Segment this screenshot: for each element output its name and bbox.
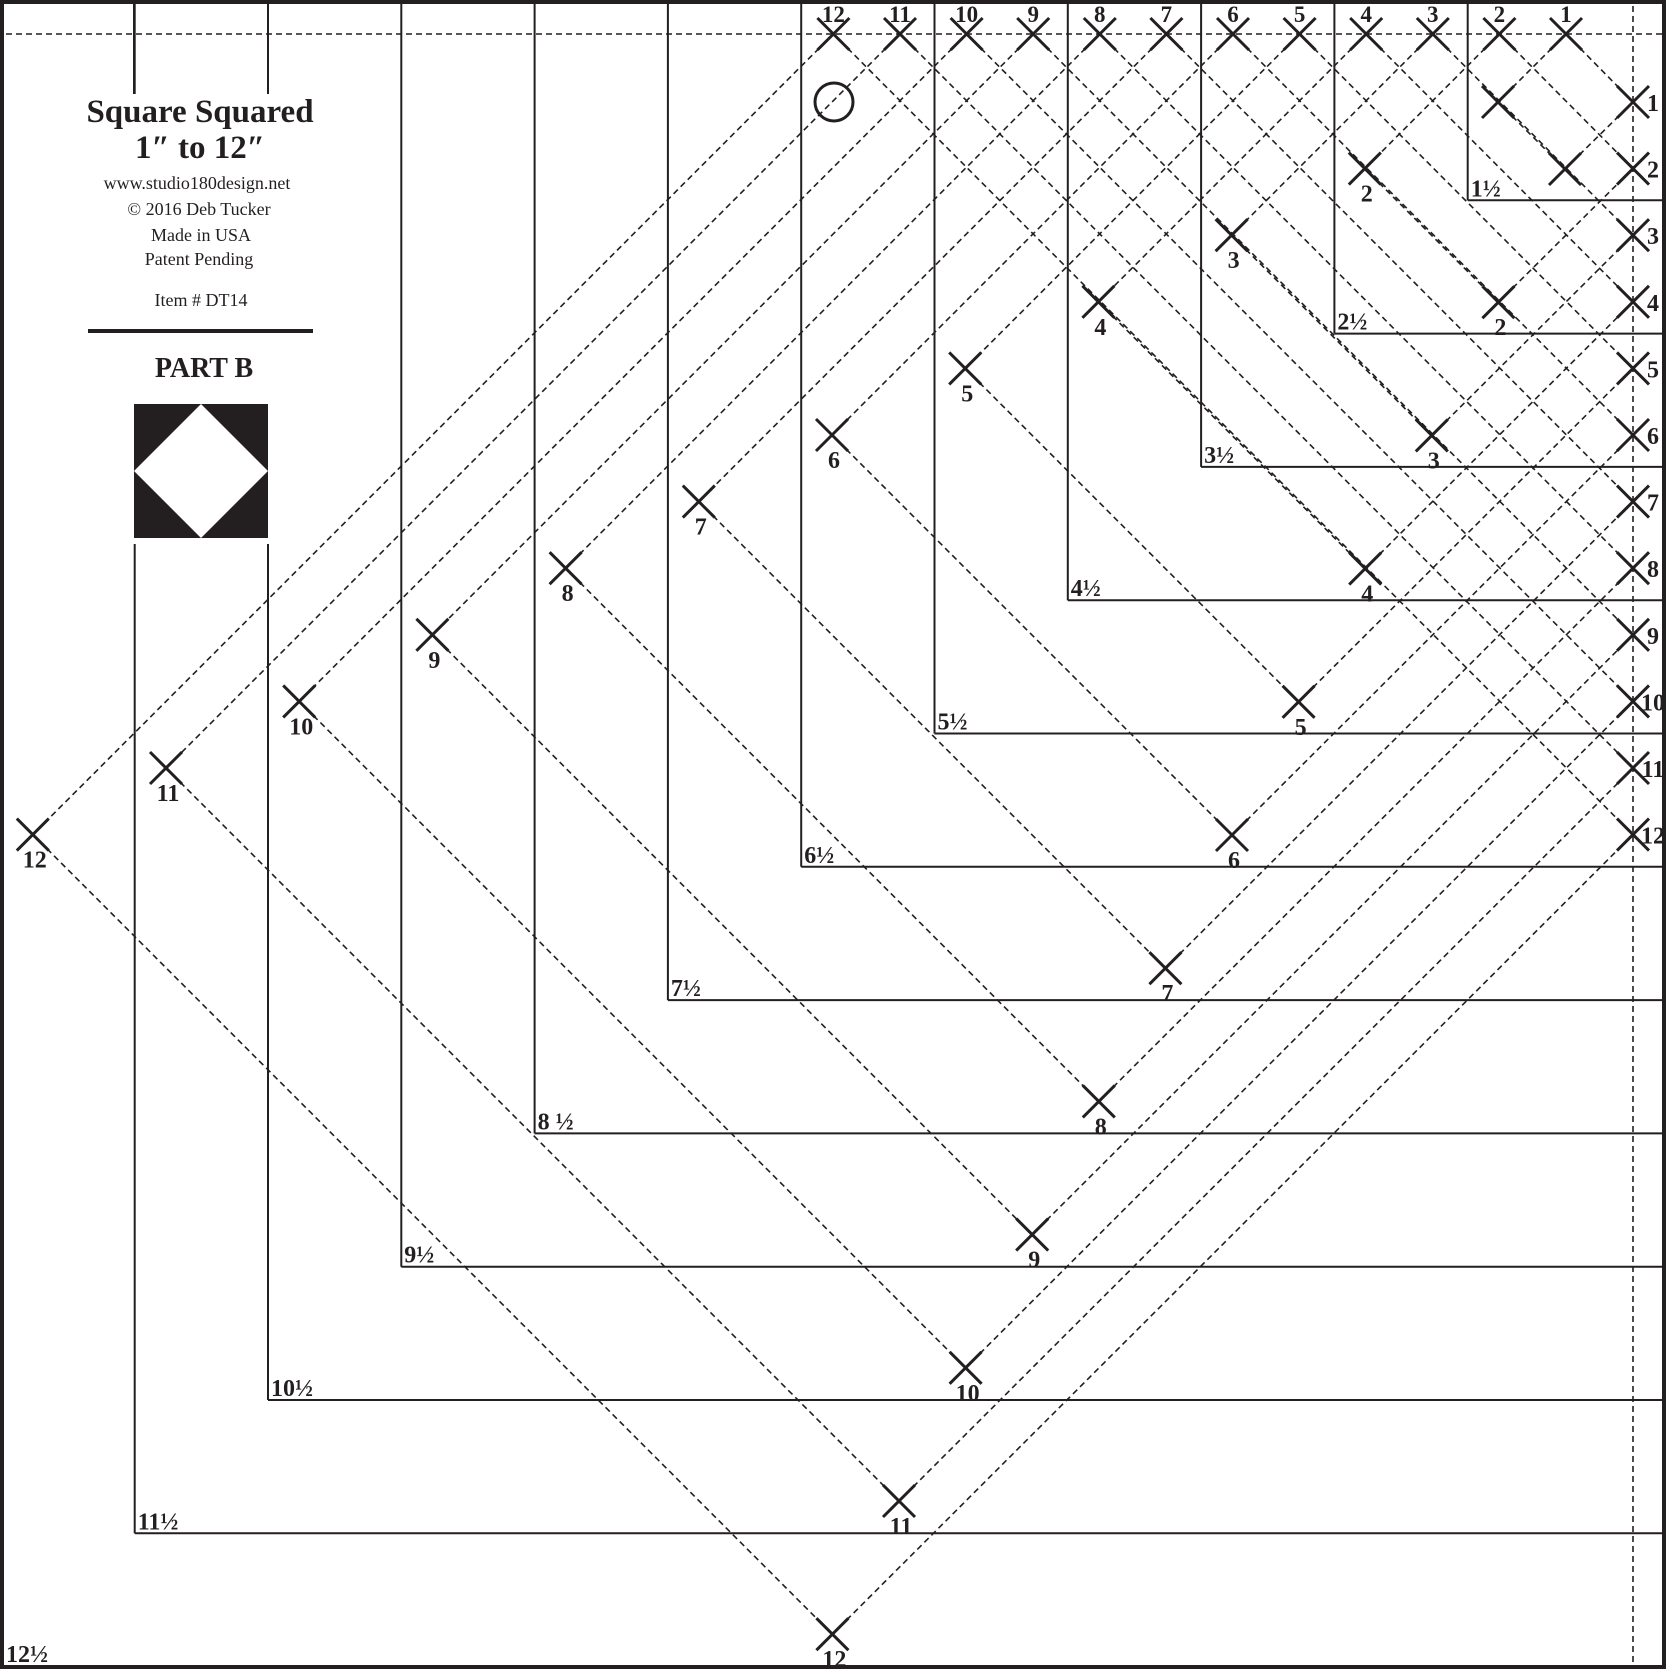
cross-bottom-vertex-10 <box>950 1352 982 1384</box>
right-number-4: 4 <box>1647 290 1659 317</box>
diamond-edge-8 <box>1100 34 1633 568</box>
cross-left-vertex-9 <box>416 619 448 651</box>
size-label-2: 2½ <box>1337 309 1368 336</box>
diamond-edge-4 <box>1366 34 1633 302</box>
size-label-8: 8 ½ <box>537 1109 574 1136</box>
right-number-1: 1 <box>1647 91 1659 117</box>
solid-cut-lines <box>134 4 1664 1536</box>
top-number-8: 8 <box>1094 2 1106 27</box>
left-vertex-number-11: 11 <box>156 781 180 807</box>
cross-left-vertex-4 <box>1082 286 1114 318</box>
diamond-edge-4 <box>1365 302 1633 569</box>
left-vertex-number-2: 2 <box>1360 181 1373 208</box>
right-number-11: 11 <box>1641 757 1665 783</box>
diamond-edge-4 <box>1098 302 1368 569</box>
right-number-8: 8 <box>1647 557 1659 584</box>
top-number-11: 11 <box>889 2 911 27</box>
size-label-12: 12½ <box>6 1642 48 1668</box>
cross-left-vertex-5 <box>949 352 981 384</box>
cross-left-vertex-10 <box>283 685 315 717</box>
title: Square Squared <box>86 94 314 130</box>
size-label-5: 5½ <box>937 709 968 736</box>
left-vertex-number-5: 5 <box>961 381 974 408</box>
diamond-edge-7 <box>699 34 1167 502</box>
left-vertex-number-12: 12 <box>22 847 47 874</box>
bottom-vertex-number-10: 10 <box>955 1380 980 1407</box>
diamond-edge-7 <box>1165 502 1633 969</box>
cross-bottom-vertex-4 <box>1349 553 1381 585</box>
bottom-vertex-number-4: 4 <box>1361 581 1374 608</box>
diamond-edge-6 <box>1233 34 1633 435</box>
info-block <box>86 94 313 538</box>
diamond-edge-9 <box>432 34 1033 635</box>
right-number-2: 2 <box>1647 157 1659 184</box>
bottom-vertex-number-9: 9 <box>1028 1247 1041 1274</box>
diamond-edge-5 <box>965 368 1298 701</box>
top-number-7: 7 <box>1160 2 1173 27</box>
cross-bottom-vertex-1 <box>1549 153 1581 185</box>
number-labels <box>6 2 1665 1669</box>
cross-bottom-vertex-5 <box>1283 686 1315 718</box>
cross-bottom-vertex-12 <box>816 1618 848 1650</box>
copyright: © 2016 Deb Tucker <box>127 199 271 219</box>
diamond-edge-2 <box>1498 169 1633 303</box>
circle-hole-icon <box>815 83 853 121</box>
square-in-a-square-block-icon <box>134 404 268 538</box>
top-number-3: 3 <box>1427 2 1439 27</box>
top-number-12: 12 <box>821 2 845 27</box>
cross-bottom-vertex-9 <box>1016 1219 1048 1251</box>
size-label-3: 3½ <box>1204 442 1235 469</box>
size-label-1: 1½ <box>1470 176 1501 203</box>
diamond-edge-11 <box>899 768 1633 1501</box>
cross-left-vertex-3 <box>1216 219 1248 251</box>
cross-left-vertex-12 <box>17 819 49 851</box>
cross-left-vertex-11 <box>150 752 182 784</box>
right-number-12: 12 <box>1641 823 1665 850</box>
right-number-3: 3 <box>1647 224 1659 251</box>
top-number-5: 5 <box>1293 2 1306 27</box>
cross-bottom-vertex-11 <box>883 1485 915 1517</box>
top-number-9: 9 <box>1027 2 1039 27</box>
top-number-6: 6 <box>1227 2 1239 27</box>
left-vertex-number-10: 10 <box>289 714 314 741</box>
diamond-edge-8 <box>566 34 1100 568</box>
diamond-edge-7 <box>699 502 1166 969</box>
diamond-edge-6 <box>832 435 1235 835</box>
bottom-vertex-number-7: 7 <box>1161 981 1174 1008</box>
cross-left-vertex-2 <box>1349 153 1381 185</box>
right-number-6: 6 <box>1647 424 1659 450</box>
diamond-edge-3 <box>1433 34 1633 235</box>
bottom-vertex-number-3: 3 <box>1427 448 1440 475</box>
right-number-9: 9 <box>1647 623 1659 650</box>
diamond-edge-2 <box>1499 34 1633 169</box>
dashed-guide-lines <box>6 6 1662 1664</box>
left-vertex-number-4: 4 <box>1094 314 1107 341</box>
cross-left-vertex-6 <box>816 419 848 451</box>
diamond-edge-11 <box>900 34 1633 768</box>
subtitle: 1″ to 12″ <box>135 130 265 166</box>
bottom-vertex-number-6: 6 <box>1228 848 1240 874</box>
bottom-vertex-number-5: 5 <box>1294 714 1307 741</box>
part-label: PART B <box>154 353 254 384</box>
top-number-2: 2 <box>1493 2 1506 27</box>
size-label-4: 4½ <box>1070 576 1101 603</box>
top-number-10: 10 <box>955 2 979 27</box>
cross-left-vertex-1 <box>1482 86 1514 118</box>
size-label-11: 11½ <box>137 1509 179 1536</box>
bottom-vertex-number-2: 2 <box>1494 315 1507 342</box>
cross-bottom-vertex-6 <box>1216 819 1248 851</box>
size-label-7: 7½ <box>670 976 701 1003</box>
top-number-1: 1 <box>1560 2 1572 27</box>
diamond-edge-11 <box>166 34 900 768</box>
website: www.studio180design.net <box>103 173 291 193</box>
left-vertex-number-7: 7 <box>694 514 707 541</box>
cross-left-vertex-8 <box>550 552 582 584</box>
diamond-edge-10 <box>299 701 965 1367</box>
diamond-edge-10 <box>966 701 1633 1367</box>
bottom-vertex-number-8: 8 <box>1094 1114 1107 1141</box>
made-in: Made in USA <box>151 225 251 245</box>
size-label-9: 9½ <box>404 1242 435 1269</box>
item-number: Item # DT14 <box>154 290 248 310</box>
bottom-vertex-number-11: 11 <box>889 1514 913 1540</box>
left-vertex-number-9: 9 <box>428 647 441 674</box>
right-number-10: 10 <box>1641 690 1665 717</box>
diamond-edge-3 <box>1232 235 1432 435</box>
cross-left-vertex-7 <box>683 486 715 518</box>
bottom-vertex-number-12: 12 <box>822 1647 847 1669</box>
left-vertex-number-8: 8 <box>561 581 574 608</box>
diamond-edge-8 <box>566 568 1099 1101</box>
right-number-5: 5 <box>1647 357 1659 384</box>
left-vertex-number-3: 3 <box>1227 248 1240 275</box>
left-vertex-number-6: 6 <box>828 448 840 474</box>
size-label-6: 6½ <box>804 842 835 869</box>
diamond-edge-12 <box>832 835 1633 1635</box>
diamond-edge-8 <box>1099 568 1633 1101</box>
right-number-7: 7 <box>1647 490 1659 517</box>
patent: Patent Pending <box>144 249 254 269</box>
cross-bottom-vertex-3 <box>1416 419 1448 451</box>
diamond-edge-10 <box>299 34 966 701</box>
cross-marks <box>17 18 1649 1650</box>
cross-bottom-vertex-7 <box>1149 952 1181 984</box>
size-label-10: 10½ <box>271 1376 313 1402</box>
top-number-4: 4 <box>1360 2 1372 27</box>
cross-bottom-vertex-8 <box>1083 1085 1115 1117</box>
cross-bottom-vertex-2 <box>1482 286 1514 318</box>
